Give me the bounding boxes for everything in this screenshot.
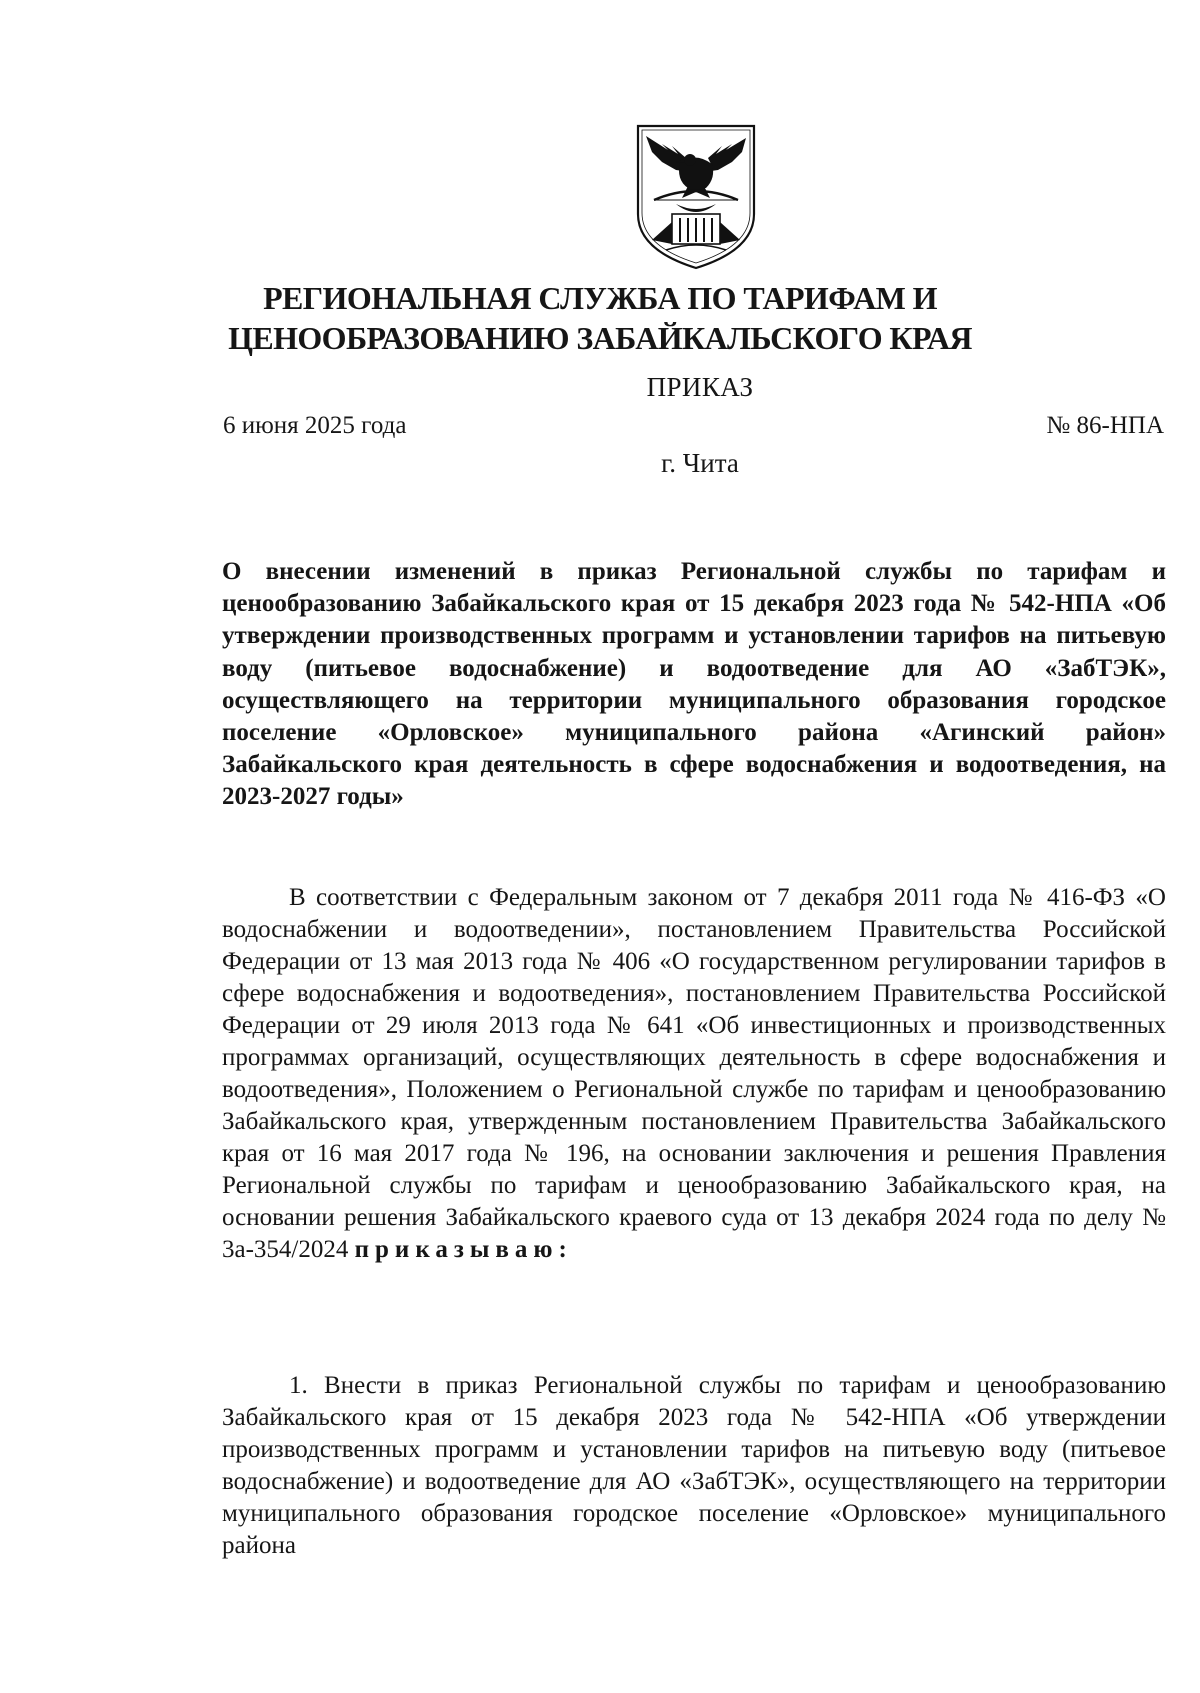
document-city: г. Чита: [661, 448, 739, 478]
zabaykalsky-coat-of-arms-icon: [632, 122, 760, 272]
document-type: ПРИКАЗ: [646, 372, 754, 402]
organization-name-line-1: РЕГИОНАЛЬНАЯ СЛУЖБА ПО ТАРИФАМ И: [263, 280, 937, 316]
document-number: № 86-НПА: [1046, 412, 1164, 439]
document-date: 6 июня 2025 года: [223, 412, 407, 439]
clause-1-paragraph: 1. Внести в приказ Региональной службы по тарифам и ценообразованию Забайкальского края от 15 декабря 2023 года № 542-НПА «Об утверждении производственных программ и установлении тарифов на питьевую воду (питьевое водоснабжение) и водоотведение для АО «ЗабТЭК», осуществляющего на территории муниципального образования городское поселение «Орловское» муниципального района: [222, 1372, 1166, 1559]
preamble-text: В соответствии с Федеральным законом от 7 декабря 2011 года № 416-ФЗ «О водоснабжении и водоотведении», постановлением Правительства Российской Федерации от 13 мая 2013 года № 406 «О государственном регулировании тарифов в сфере водоснабжения и водоотведения», постановлением Правительства Российской Федерации от 29 июля 2013 года № 641 «Об инвестиционных и производственных программах организаций, осуществляющих деятельность в сфере водоснабжения и водоотведения», Положением о Региональной службе по тарифам и ценообразованию Забайкальского края, утвержденным постановлением Правительства Забайкальского края от 16 мая 2017 года № 196, на основании заключения и решения Правления Региональной службы по тарифам и ценообразованию Забайкальского края, на основании решения Забайкальского краевого суда от 13 декабря 2024 года по делу № 3а-354/2024: [222, 884, 1166, 1263]
order-title: О внесении изменений в приказ Региональной службы по тарифам и ценообразованию Забайкальского края от 15 декабря 2023 года № 542-НПА «Об утверждении производственных программ и установлении тарифов на питьевую воду (питьевое водоснабжение) и водоотведение для АО «ЗабТЭК», осуществляющего на территории муниципального образования городское поселение «Орловское» муниципального района «Агинский район» Забайкальского края деятельность в сфере водоснабжения и водоотведения, на 2023-2027 годы»: [222, 558, 1166, 811]
order-word: приказываю:: [354, 1236, 573, 1263]
preamble-paragraph: [222, 882, 1166, 1266]
organization-name-line-2: ЦЕНООБРАЗОВАНИЮ ЗАБАЙКАЛЬСКОГО КРАЯ: [228, 320, 972, 356]
